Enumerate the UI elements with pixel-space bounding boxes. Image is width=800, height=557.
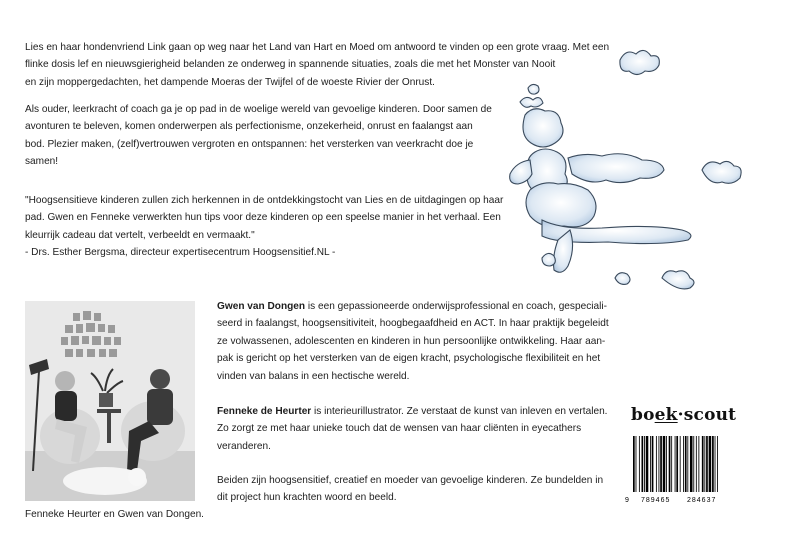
blurb-paragraph-1: [25, 39, 609, 91]
barcode-digits: 284637: [687, 497, 717, 504]
barcode-digit: 9: [625, 497, 629, 504]
author-bio-gwen: [217, 298, 609, 385]
author-name: Gwen van Dongen: [217, 301, 306, 312]
endorsement-quote: [25, 192, 503, 262]
bio-line: is een gepassioneerde onderwijsprofessional en coach, gespeciali-: [305, 301, 607, 312]
bio-line: seerd in faalangst, hoogsensitiviteit, hoogbegaafdheid en ACT. In haar praktijk begeleidt: [217, 318, 609, 330]
author-name: Fenneke de Heurter: [217, 406, 312, 417]
bio-line: is interieurillustrator. Ze verstaat de kunst van inleven en vertalen.: [311, 406, 608, 417]
bio-line: veranderen.: [217, 440, 271, 452]
blurb-line: Lies en haar hondenvriend Link gaan op weg naar het Land van Hart en Moed om antwoord te vinden op een grote vraag. Met een: [25, 42, 610, 53]
blurb-line: flinke dosis lef en nieuwsgierigheid belanden ze onderweg in spannende situaties, zoals die met het Monster van Nooit: [25, 59, 556, 71]
bio-line: ze volwassenen, adolescenten en kinderen in hun persoonlijke ontwikkeling. Haar aan-: [217, 335, 606, 347]
blurb-line: samen!: [25, 156, 59, 168]
bio-line: vinden van balans in een hectische wereld.: [217, 370, 410, 382]
quote-line: pad. Gwen en Fenneke verwerkten hun tips voor deze kinderen op een speelse manier in het verhaal. Een: [25, 212, 501, 224]
author-bio-fenneke: [217, 403, 607, 455]
author-photo: [25, 301, 195, 501]
authors-closing: [217, 472, 603, 507]
blurb-line: en zijn moppergedachten, het dampende Moeras der Twijfel of de woeste Rivier der Onrust.: [25, 76, 435, 88]
bio-line: Beiden zijn hoogsensitief, creatief en moeder van gevoelige kinderen. Ze bundelden in: [217, 475, 604, 486]
quote-line: kleurrijk cadeau dat vertelt, verbeeldt en vermaakt.": [25, 229, 255, 241]
publisher-logo: boek·scout: [631, 405, 737, 425]
blurb-paragraph-2: [25, 101, 492, 171]
blurb-line: avonturen te beleven, komen onderwerpen als perfectionisme, onzekerheid, onrust en faalangst aan: [25, 121, 473, 133]
bio-line: Zo zorgt ze met haar unieke touch dat de wensen van haar cliënten in eyecathers: [217, 423, 582, 435]
barcode-digits: 789465: [641, 497, 671, 504]
quote-line: "Hoogsensitieve kinderen zullen zich herkennen in de ontdekkingstocht van Lies en de uitdagingen op haar: [25, 195, 504, 206]
isbn-barcode: [625, 434, 735, 504]
quote-attribution: - Drs. Esther Bergsma, directeur expertisecentrum Hoogsensitief.NL -: [25, 247, 336, 259]
photo-caption: Fenneke Heurter en Gwen van Dongen.: [25, 509, 204, 520]
blurb-line: Als ouder, leerkracht of coach ga je op pad in de woelige wereld van gevoelige kinderen. Door samen de: [25, 104, 492, 115]
blurb-line: bod. Plezier maken, (zelf)vertrouwen vergroten en ontspannen: het versterken van veerkracht doe je: [25, 138, 474, 150]
bio-line: dit project hun krachten woord en beeld.: [217, 492, 397, 504]
bio-line: pak is gericht op het versterken van de eigen kracht, psychologische flexibiliteit en het: [217, 353, 601, 365]
